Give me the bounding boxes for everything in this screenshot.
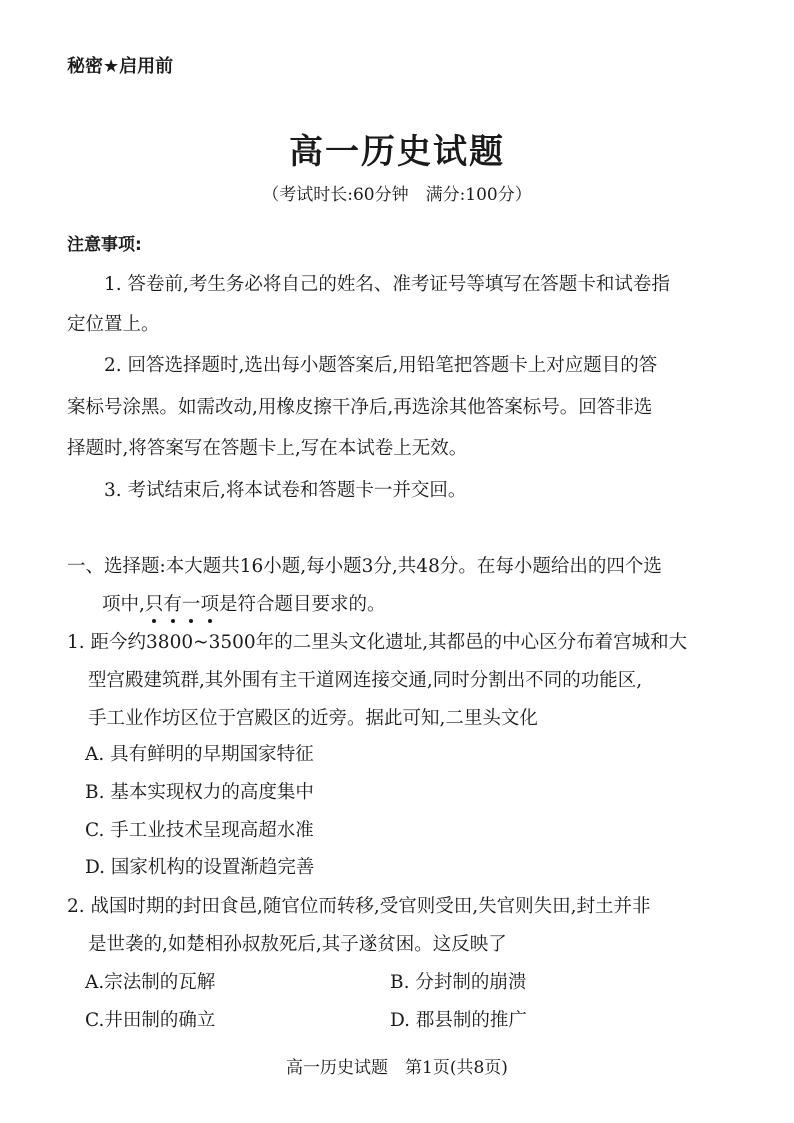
emphasis-dot xyxy=(152,619,156,623)
notice-item-1-line-2: 定位置上。 xyxy=(67,314,160,335)
emphasis-char: 只 xyxy=(145,594,164,615)
emphasis-char: 有 xyxy=(163,594,182,615)
question-2-stem-line-1: 2. 战国时期的封田食邑,随官位而转移,受官则受田,失官则失田,封土并非 xyxy=(67,896,651,917)
page-footer: 高一历史试题 第1页(共8页) xyxy=(286,1058,508,1078)
question-2-option-d[interactable]: D. 郡县制的推广 xyxy=(390,1010,527,1031)
emphasis-dot xyxy=(208,619,212,623)
question-1-option-b[interactable]: B. 基本实现权力的高度集中 xyxy=(85,782,314,803)
exam-title: 高一历史试题 xyxy=(289,132,505,172)
confidential-label: 秘密★启用前 xyxy=(67,56,174,77)
question-2-option-b[interactable]: B. 分封制的崩溃 xyxy=(390,972,527,993)
notice-item-1-line-1: 1. 答卷前,考生务必将自己的姓名、准考证号等填写在答题卡和试卷指 xyxy=(104,274,670,295)
question-1-stem-line-2: 型宫殿建筑群,其外围有主干道网连接交通,同时分割出不同的功能区, xyxy=(88,670,643,691)
section-heading-suffix: 是符合题目要求的。 xyxy=(218,594,386,615)
exam-subtitle: （考试时长:60分钟 满分:100分） xyxy=(262,185,532,205)
emphasis-dot xyxy=(171,619,175,623)
question-1-option-c[interactable]: C. 手工业技术呈现高超水准 xyxy=(85,820,314,841)
section-heading-prefix: 项中, xyxy=(102,594,145,615)
section-heading-line-2 xyxy=(102,590,385,616)
emphasis-dot xyxy=(189,619,193,623)
notice-item-3-line-1: 3. 考试结束后,将本试卷和答题卡一并交回。 xyxy=(104,480,467,501)
emphasis-char: 一 xyxy=(182,594,201,615)
notice-item-2-line-3: 择题时,将答案写在答题卡上,写在本试卷上无效。 xyxy=(67,438,468,459)
question-2-option-c[interactable]: C.井田制的确立 xyxy=(85,1010,216,1031)
emphasis-char: 项 xyxy=(200,594,219,615)
notice-heading: 注意事项: xyxy=(67,235,142,255)
question-1-option-d[interactable]: D. 国家机构的设置渐趋完善 xyxy=(85,857,315,878)
question-1-stem-line-1: 1. 距今约3800~3500年的二里头文化遗址,其都邑的中心区分布着宫城和大 xyxy=(67,632,688,653)
question-2-option-a[interactable]: A.宗法制的瓦解 xyxy=(85,972,216,993)
question-1-option-a[interactable]: A. 具有鲜明的早期国家特征 xyxy=(85,744,314,765)
notice-item-2-line-1: 2. 回答选择题时,选出每小题答案后,用铅笔把答题卡上对应题目的答 xyxy=(104,355,658,376)
notice-item-2-line-2: 案标号涂黑。如需改动,用橡皮擦干净后,再选涂其他答案标号。回答非选 xyxy=(67,397,653,418)
question-1-stem-line-3: 手工业作坊区位于宫殿区的近旁。据此可知,二里头文化 xyxy=(88,708,538,729)
section-heading-line-1: 一、选择题:本大题共16小题,每小题3分,共48分。在每小题给出的四个选 xyxy=(67,556,662,577)
question-2-stem-line-2: 是世袭的,如楚相孙叔敖死后,其子遂贫困。这反映了 xyxy=(88,934,507,955)
